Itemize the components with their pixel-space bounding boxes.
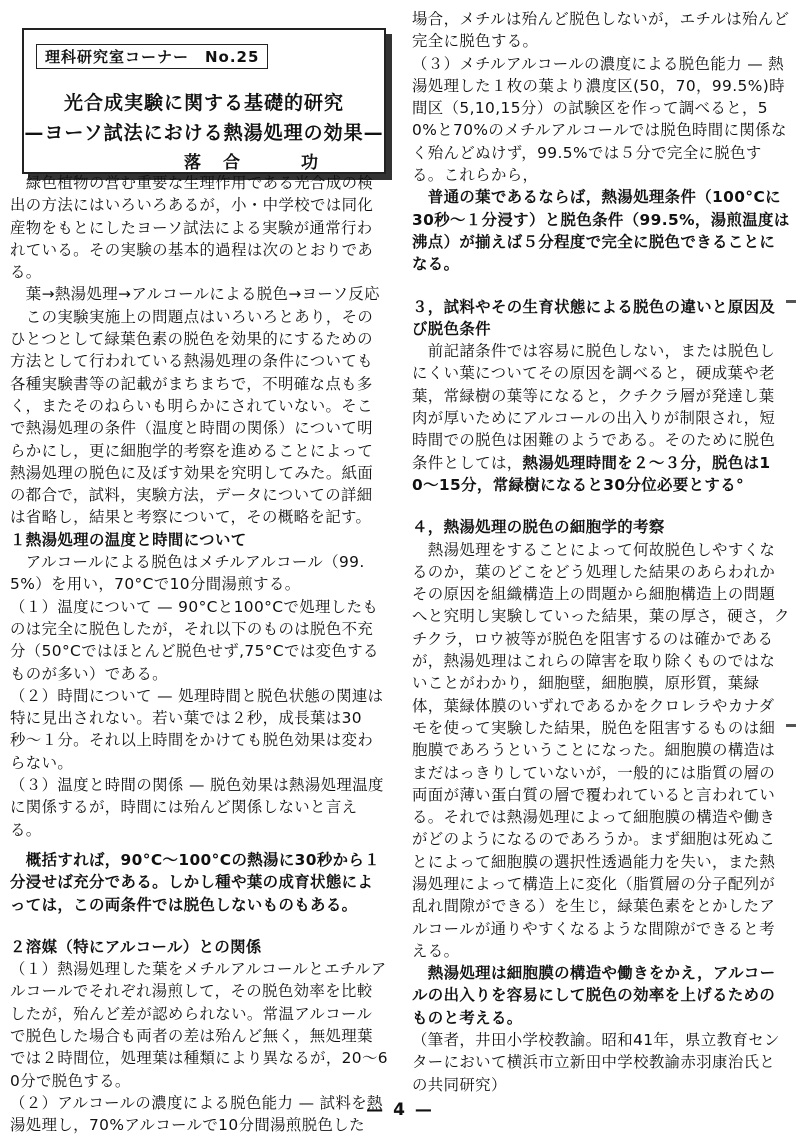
process-line: 葉→熱湯処理→アルコールによる脱色→ヨーソ反応 (10, 285, 380, 304)
body-paragraph: （１）熱湯処理した葉をメチルアルコールとエチルアルコールでそれぞれ湯煎して，その脱色効率を比較したが，殆んど差が認められない。常温アルコールで脱色した場合も両者の差は殆んど無く，無処理葉では２時間位，処理葉は種類により異なるが，20〜60分で脱色する。 (10, 960, 388, 1090)
corner-label: 理科研究室コーナー No.25 (36, 44, 268, 69)
intro-paragraph: 緑色植物の営む重要な生理作用である光合成の検出の方法にはいろいろあるが，小・中学校では同化産物をもとにしたヨーソ試法による実験が通常行われている。その実験の基本的過程は次のとおりである。 (10, 174, 374, 282)
section-heading: ３，試料やその生育状態による脱色の違いと原因及び脱色条件 (412, 297, 776, 338)
right-column (412, 8, 790, 1096)
intro-paragraph: この実験実施上の問題点はいろいろとあり，そのひとつとして緑葉色素の脱色を効果的にするための方法として行われている熱湯処理の条件についても各種実験書等の記載がまちまちで，不明確な点も多く，またそのねらいも明らかにされていない。そこで熱湯処理の条件（温度と時間の関係）について明らかにし，更に細胞学的考察を進めることによって熱湯処理の脱色に及ぼす効果を究明してみた。紙面の都合で，試料，実験方法，データについての詳細は省略し，結果と考察について，その概略を記す。 (10, 307, 374, 527)
body-text: 前記諸条件では容易に脱色しない，または脱色しにくい葉についてその原因を調べると，硬成葉や老葉，常緑樹の葉等になると，クチクラ層が発達し葉肉が厚いためにアルコールの出入りが制限され，短時間での脱色は困難のようである。そのために脱色条件としては， (412, 342, 776, 472)
edge-mark (786, 300, 796, 303)
body-paragraph: 場合，メチルは殆んど脱色しないが，エチルは殆んど完全に脱色する。 (412, 10, 790, 51)
body-paragraph: （３）メチルアルコールの濃度による脱色能力 — 熱湯処理した１枚の葉より濃度区(50，70，99.5%)時間区（5,10,15分）の試験区を作って調べると，50%と70%のメチルアルコールでは脱色時間に関係なく殆んどぬけず，99.5%では５分で完全に脱色する。これらから， (412, 54, 787, 185)
section-heading: ２溶媒（特にアルコール）との関係 (10, 937, 262, 956)
author-note: （筆者，井田小学校教諭。昭和41年，県立教育センターにおいて横浜市立新田中学校教諭赤羽康治氏との共同研究） (412, 1031, 780, 1094)
left-column (10, 172, 388, 1136)
section-heading: １熱湯処理の温度と時間について (10, 530, 247, 549)
summary-paragraph: 概括すれば，90°C〜100°Cの熱湯に30秒から１分浸せば充分である。しかし種や葉の成育状態によっては，この両条件では脱色しないものもある。 (10, 850, 380, 914)
title-box (22, 28, 386, 174)
body-paragraph (412, 340, 790, 496)
article-subtitle: —ヨーソ試法における熱湯処理の効果— (24, 122, 384, 144)
body-paragraph: 熱湯処理をすることによって何故脱色しやすくなるのか，葉のどこをどう処理した結果のあらわれかその原因を組織構造上の問題から細胞構造上の問題へと究明し実験していった結果，葉の厚さ，硬さ，クチクラ，ロウ被等が脱色を阻害するのは確かであるが，熱湯処理はこれらの障害を取り除くものではないことがわかり，細胞壁，細胞膜，原形質，葉緑体，葉緑体膜のいずれであるかをクロレラやカナダモを使って実験した結果，脱色を阻害するものは細胞膜であろうということになった。細胞膜の構造はまだはっきりしていないが，一般的には脂質の層の両面が薄い蛋白質の層で覆われていると言われている。それでは熱湯処理によって細胞膜の構造や働きがどのようになるのであろうか。まず細胞は死ぬことによって細胞膜の選択性透過能力を失い，また熱湯処理によって構造上に変化（脂質層の分子配列が乱れ間隙ができる）を生じ，緑葉色素をとかしたアルコールが通りやすくなるような間隙ができると考える。 (412, 540, 790, 960)
summary-paragraph: 熱湯処理は細胞膜の構造や働きをかえ，アルコールの出入りを容易にして脱色の効率を上げるためのものと考える。 (412, 964, 776, 1027)
body-paragraph: （１）温度について — 90°Cと100°Cで処理したものは完全に脱色したが，それ以下のものは脱色不充分（50°Cではほとんど脱色せず,75°Cでは変色するものが多い）である。 (10, 597, 379, 683)
author-name: 落合 功 (184, 153, 340, 173)
body-paragraph: （２）時間について — 処理時間と脱色状態の関連は特に見出されない。若い葉では２秒，成長葉は30秒〜１分。それ以上時間をかけても脱色効果は変わらない。 (10, 686, 384, 772)
edge-mark (786, 724, 796, 727)
section-heading: ４，熱湯処理の脱色の細胞学的考察 (412, 518, 665, 537)
body-paragraph: （３）温度と時間の関係 — 脱色効果は熱湯処理温度に関係するが，時間には殆んど関係しないと言える。 (10, 776, 384, 839)
body-paragraph: （２）アルコールの濃度による脱色能力 — 試料を熱湯処理し，70%アルコールで10分間湯煎脱色した (10, 1093, 383, 1135)
body-paragraph: アルコールによる脱色はメチルアルコール（99.5%）を用い，70°Cで10分間湯煎する。 (10, 553, 365, 594)
summary-paragraph: 普通の葉であるならば，熱湯処理条件（100°Cに30秒〜１分浸す）と脱色条件（99.5%，湯煎温度は沸点）が揃えば５分程度で完全に脱色できることになる。 (412, 188, 790, 274)
page-number: — 4 — (366, 1100, 434, 1120)
article-title: 光合成実験に関する基礎的研究 (63, 92, 344, 114)
emphasis-text: 熱湯処理時間を２〜３分，脱色は10〜15分，常緑樹になると30分位必要とする° (412, 453, 771, 494)
